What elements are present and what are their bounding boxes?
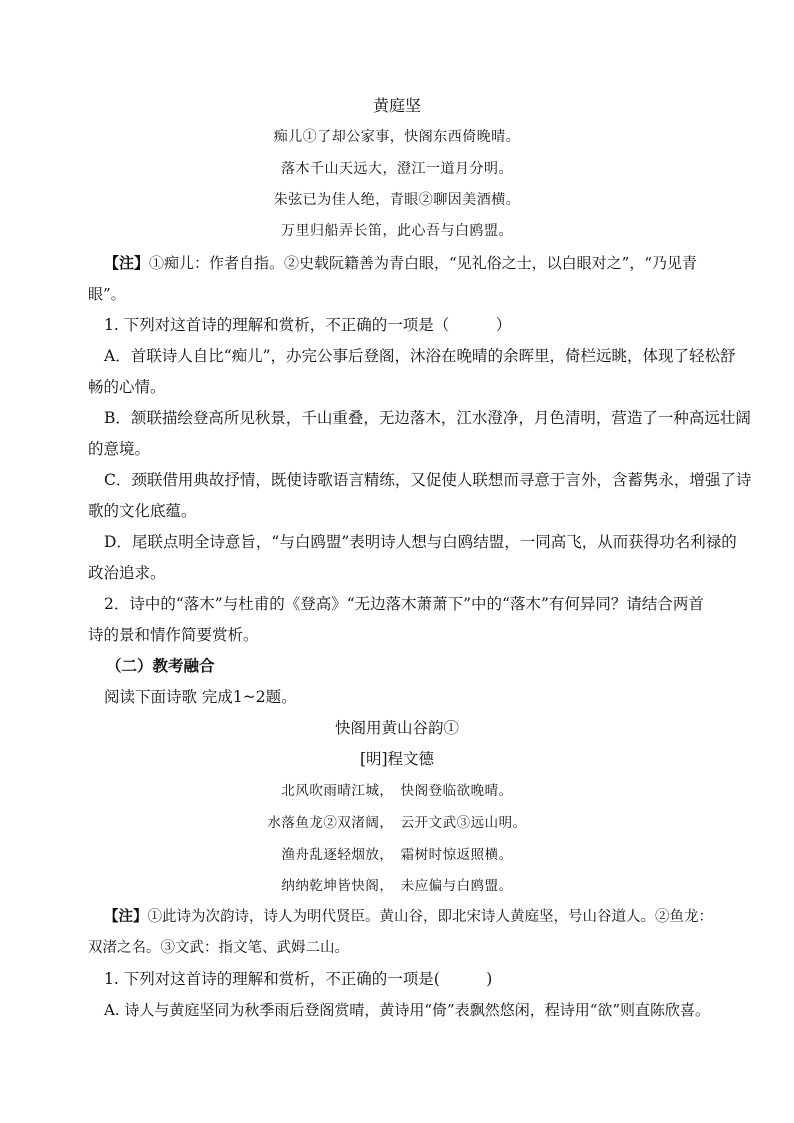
note1-line-2: 眼”。 <box>88 285 126 303</box>
section-instruction: 阅读下面诗歌 完成1~2题。 <box>104 688 297 706</box>
q1-option-b-line-2: 的意境。 <box>88 440 151 458</box>
q2-line-2: 诗的景和情作简要赏析。 <box>88 626 259 644</box>
q1-option-d-line-2: 政治追求。 <box>88 564 166 582</box>
q1-option-a-line-2: 畅的心情。 <box>88 378 166 396</box>
poem2-line-3: 渔舟乱逐轻烟放， 霜树时惊返照横。 <box>281 847 513 863</box>
q1-option-b-line-1: B．颔联描绘登高所见秋景，千山重叠，无边落木，江水澄净，月色清明，营造了一种高远壮阔 <box>104 409 751 427</box>
note2-label: 【注】 <box>104 908 148 925</box>
note2-text-1: ①此诗为次韵诗，诗人为明代贤臣。黄山谷，即北宋诗人黄庭坚，号山谷道人。②鱼龙： <box>147 909 713 925</box>
poem2-title: 快阁用黄山谷韵① <box>334 719 459 737</box>
note2-line-2: 双渚之名。③文武：指文笔、武姆二山。 <box>88 940 349 956</box>
poem2-line-4: 纳纳乾坤皆快阁， 未应偏与白鸥盟。 <box>281 878 513 894</box>
q1-option-d-line-1: D．尾联点明全诗意旨，“与白鸥盟”表明诗人想与白鸥结盟，一同高飞，从而获得功名利禄的 <box>104 533 737 551</box>
q1-option-c-line-1: C．颈联借用典故抒情，既使诗歌语言精练，又促使人联想而寻意于言外，含蓄隽永，增强了诗 <box>104 471 752 489</box>
note1-text-1: ①痴儿：作者自指。②史载阮籍善为青白眼，“见礼俗之士，以白眼对之”，“乃见青 <box>149 254 698 272</box>
q2-line-1: 2．诗中的“落木”与杜甫的《登高》“无边落木萧萧下”中的“落木”有何异同？请结合两首 <box>104 595 704 613</box>
poem2-line-2: 水落鱼龙②双渚阔， 云开文武③远山明。 <box>267 815 527 831</box>
q1-option-c-line-2: 歌的文化底蕴。 <box>88 502 197 520</box>
q3-option-a-line-1: A. 诗人与黄庭坚同为秋季雨后登阁赏晴，黄诗用“倚”表飘然悠闲，程诗用“欲”则直陈欣喜。 <box>104 1001 711 1019</box>
q3-stem: 1. 下列对这首诗的理解和赏析，不正确的一项是( ) <box>104 970 493 988</box>
note2-line-1 <box>104 907 713 927</box>
q1-option-a-line-1: A．首联诗人自比“痴儿”，办完公事后登阁，沐浴在晚晴的余晖里，倚栏远眺，体现了轻松舒 <box>104 347 736 365</box>
poem1-line-3: 朱弦已为佳人绝，青眼②聊因美酒横。 <box>273 192 521 208</box>
poem1-line-1: 痴儿①了却公家事，快阁东西倚晚晴。 <box>273 129 521 145</box>
q1-stem: 1. 下列对这首诗的理解和赏析，不正确的一项是（ ） <box>104 316 512 334</box>
poem2-author: [明]程文德 <box>359 750 435 768</box>
poem1-title: 黄庭坚 <box>372 96 421 115</box>
section-heading: （二）教考融合 <box>106 656 215 675</box>
poem2-line-1: 北风吹雨晴江城， 快阁登临欲晚晴。 <box>281 783 513 799</box>
note1-line-1 <box>104 253 697 273</box>
poem1-line-2: 落木千山天远大，澄江一道月分明。 <box>281 161 513 177</box>
poem1-line-4: 万里归船弄长笛，此心吾与白鸥盟。 <box>281 223 513 239</box>
note1-label: 【注】 <box>104 254 150 272</box>
